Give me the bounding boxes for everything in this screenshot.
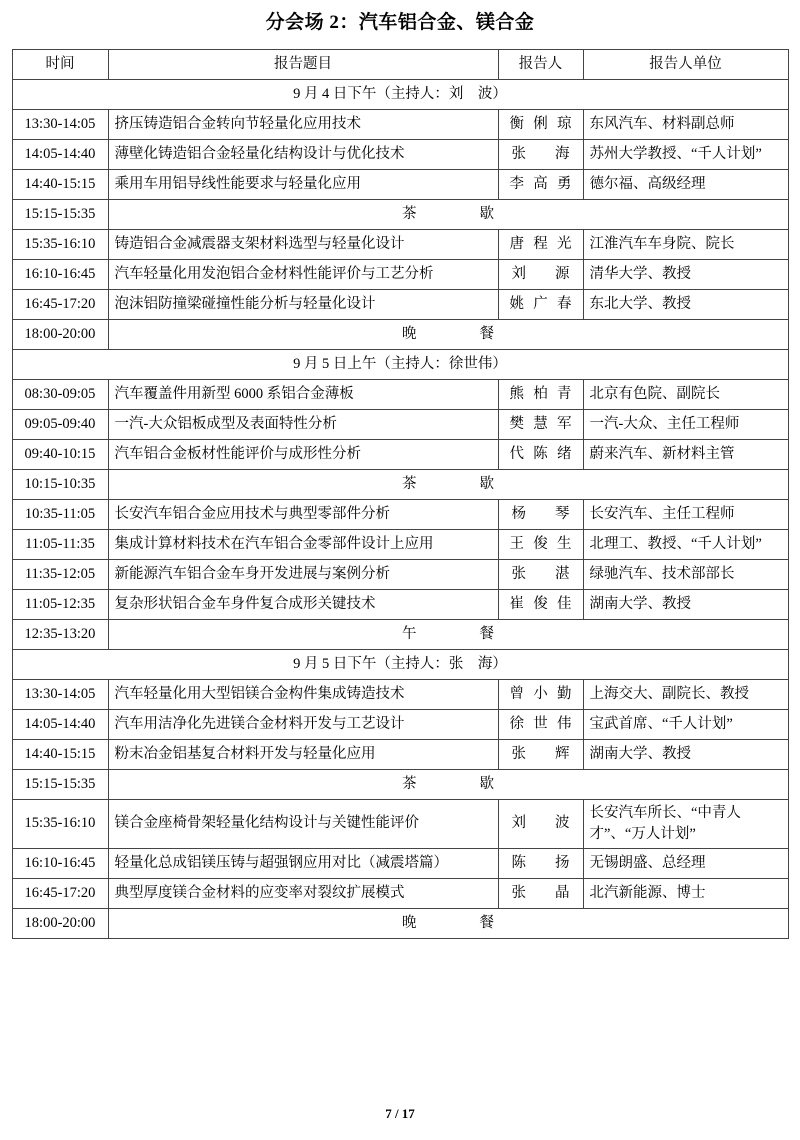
cell-break-label: 晚 餐: [108, 908, 788, 938]
talk-row: [12, 848, 788, 878]
cell-talk-title: 挤压铸造铝合金转向节轻量化应用技术: [108, 109, 498, 139]
cell-talk-title: 长安汽车铝合金应用技术与典型零部件分析: [108, 499, 498, 529]
column-header-time: 时间: [12, 49, 108, 79]
cell-time: 15:35-16:10: [12, 229, 108, 259]
cell-speaker-org: 北京有色院、副院长: [583, 379, 788, 409]
talk-row: [12, 529, 788, 559]
talk-row: [12, 109, 788, 139]
cell-time: 14:05-14:40: [12, 139, 108, 169]
cell-speaker-org: 无锡朗盛、总经理: [583, 848, 788, 878]
cell-speaker-org: 长安汽车所长、“中青人才”、“万人计划”: [583, 799, 788, 848]
cell-time: 15:15-15:35: [12, 769, 108, 799]
session-header-label: 9 月 4 日下午（主持人：刘 波）: [12, 79, 788, 109]
cell-break-label: 茶 歇: [108, 769, 788, 799]
cell-speaker-org: 上海交大、副院长、教授: [583, 679, 788, 709]
break-row: [12, 908, 788, 938]
cell-time: 18:00-20:00: [12, 908, 108, 938]
cell-time: 13:30-14:05: [12, 109, 108, 139]
column-header-title: 报告题目: [108, 49, 498, 79]
talk-row: [12, 439, 788, 469]
cell-talk-title: 粉末冶金铝基复合材料开发与轻量化应用: [108, 739, 498, 769]
cell-break-label: 午 餐: [108, 619, 788, 649]
break-row: [12, 619, 788, 649]
talk-row: [12, 709, 788, 739]
cell-speaker-name: 曾 小 勤: [498, 679, 583, 709]
cell-speaker-name: 张 湛: [498, 559, 583, 589]
cell-talk-title: 轻量化总成铝镁压铸与超强钢应用对比（减震塔篇）: [108, 848, 498, 878]
talk-row: [12, 559, 788, 589]
cell-speaker-name: 樊 慧 军: [498, 409, 583, 439]
cell-speaker-name: 陈 扬: [498, 848, 583, 878]
talk-row: [12, 169, 788, 199]
cell-speaker-name: 衡 俐 琼: [498, 109, 583, 139]
cell-time: 14:40-15:15: [12, 739, 108, 769]
cell-talk-title: 新能源汽车铝合金车身开发进展与案例分析: [108, 559, 498, 589]
cell-time: 16:10-16:45: [12, 259, 108, 289]
cell-speaker-org: 湖南大学、教授: [583, 589, 788, 619]
cell-talk-title: 一汽-大众铝板成型及表面特性分析: [108, 409, 498, 439]
cell-break-label: 茶 歇: [108, 469, 788, 499]
schedule-table-body: [12, 49, 788, 938]
talk-row: [12, 739, 788, 769]
break-row: [12, 199, 788, 229]
cell-speaker-name: 熊 柏 青: [498, 379, 583, 409]
cell-time: 14:40-15:15: [12, 169, 108, 199]
cell-time: 15:35-16:10: [12, 799, 108, 848]
cell-talk-title: 汽车用洁净化先进镁合金材料开发与工艺设计: [108, 709, 498, 739]
talk-row: [12, 379, 788, 409]
cell-speaker-org: 东北大学、教授: [583, 289, 788, 319]
cell-time: 16:45-17:20: [12, 878, 108, 908]
cell-speaker-org: 蔚来汽车、新材料主管: [583, 439, 788, 469]
page-title: 分会场 2：汽车铝合金、镁合金: [265, 12, 535, 33]
cell-speaker-org: 湖南大学、教授: [583, 739, 788, 769]
cell-speaker-name: 张 晶: [498, 878, 583, 908]
cell-speaker-org: 德尔福、高级经理: [583, 169, 788, 199]
cell-time: 12:35-13:20: [12, 619, 108, 649]
page-number: 7 / 17: [385, 1106, 415, 1121]
cell-time: 11:05-11:35: [12, 529, 108, 559]
talk-row: [12, 878, 788, 908]
cell-time: 14:05-14:40: [12, 709, 108, 739]
cell-speaker-org: 江淮汽车车身院、院长: [583, 229, 788, 259]
cell-speaker-name: 唐 程 光: [498, 229, 583, 259]
cell-speaker-org: 长安汽车、主任工程师: [583, 499, 788, 529]
column-header-org: 报告人单位: [583, 49, 788, 79]
cell-talk-title: 镁合金座椅骨架轻量化结构设计与关键性能评价: [108, 799, 498, 848]
cell-speaker-org: 北理工、教授、“千人计划”: [583, 529, 788, 559]
cell-time: 16:10-16:45: [12, 848, 108, 878]
cell-speaker-org: 苏州大学教授、“千人计划”: [583, 139, 788, 169]
cell-talk-title: 汽车覆盖件用新型 6000 系铝合金薄板: [108, 379, 498, 409]
talk-row: [12, 139, 788, 169]
cell-time: 13:30-14:05: [12, 679, 108, 709]
cell-speaker-org: 东风汽车、材料副总师: [583, 109, 788, 139]
session-header-row: [12, 349, 788, 379]
table-header-row: [12, 49, 788, 79]
cell-speaker-name: 王 俊 生: [498, 529, 583, 559]
break-row: [12, 319, 788, 349]
cell-speaker-name: 崔 俊 佳: [498, 589, 583, 619]
cell-time: 18:00-20:00: [12, 319, 108, 349]
cell-talk-title: 复杂形状铝合金车身件复合成形关键技术: [108, 589, 498, 619]
cell-talk-title: 铸造铝合金减震器支架材料选型与轻量化设计: [108, 229, 498, 259]
cell-speaker-name: 张 海: [498, 139, 583, 169]
talk-row: [12, 499, 788, 529]
cell-time: 11:05-12:35: [12, 589, 108, 619]
cell-time: 15:15-15:35: [12, 199, 108, 229]
cell-speaker-name: 代 陈 绪: [498, 439, 583, 469]
break-row: [12, 469, 788, 499]
cell-speaker-org: 宝武首席、“千人计划”: [583, 709, 788, 739]
session-header-row: [12, 79, 788, 109]
cell-time: 09:40-10:15: [12, 439, 108, 469]
cell-talk-title: 乘用车用铝导线性能要求与轻量化应用: [108, 169, 498, 199]
cell-speaker-org: 一汽-大众、主任工程师: [583, 409, 788, 439]
cell-talk-title: 典型厚度镁合金材料的应变率对裂纹扩展模式: [108, 878, 498, 908]
cell-speaker-org: 清华大学、教授: [583, 259, 788, 289]
cell-speaker-name: 张 辉: [498, 739, 583, 769]
session-header-row: [12, 649, 788, 679]
cell-time: 10:35-11:05: [12, 499, 108, 529]
cell-time: 10:15-10:35: [12, 469, 108, 499]
cell-speaker-name: 徐 世 伟: [498, 709, 583, 739]
cell-speaker-name: 刘 波: [498, 799, 583, 848]
talk-row: [12, 679, 788, 709]
talk-row: [12, 799, 788, 848]
cell-talk-title: 集成计算材料技术在汽车铝合金零部件设计上应用: [108, 529, 498, 559]
cell-speaker-name: 姚 广 春: [498, 289, 583, 319]
cell-speaker-name: 刘 源: [498, 259, 583, 289]
session-header-label: 9 月 5 日上午（主持人：徐世伟）: [12, 349, 788, 379]
cell-speaker-org: 绿驰汽车、技术部部长: [583, 559, 788, 589]
cell-break-label: 晚 餐: [108, 319, 788, 349]
cell-speaker-org: 北汽新能源、博士: [583, 878, 788, 908]
talk-row: [12, 289, 788, 319]
session-header-label: 9 月 5 日下午（主持人：张 海）: [12, 649, 788, 679]
cell-talk-title: 薄壁化铸造铝合金轻量化结构设计与优化技术: [108, 139, 498, 169]
cell-speaker-name: 杨 琴: [498, 499, 583, 529]
cell-break-label: 茶 歇: [108, 199, 788, 229]
schedule-table: [12, 49, 789, 939]
cell-talk-title: 汽车轻量化用发泡铝合金材料性能评价与工艺分析: [108, 259, 498, 289]
cell-time: 09:05-09:40: [12, 409, 108, 439]
column-header-speaker: 报告人: [498, 49, 583, 79]
cell-time: 16:45-17:20: [12, 289, 108, 319]
cell-talk-title: 汽车轻量化用大型铝镁合金构件集成铸造技术: [108, 679, 498, 709]
cell-talk-title: 汽车铝合金板材性能评价与成形性分析: [108, 439, 498, 469]
break-row: [12, 769, 788, 799]
talk-row: [12, 589, 788, 619]
talk-row: [12, 259, 788, 289]
cell-time: 08:30-09:05: [12, 379, 108, 409]
talk-row: [12, 229, 788, 259]
talk-row: [12, 409, 788, 439]
cell-speaker-name: 李 高 勇: [498, 169, 583, 199]
cell-time: 11:35-12:05: [12, 559, 108, 589]
cell-talk-title: 泡沫铝防撞梁碰撞性能分析与轻量化设计: [108, 289, 498, 319]
